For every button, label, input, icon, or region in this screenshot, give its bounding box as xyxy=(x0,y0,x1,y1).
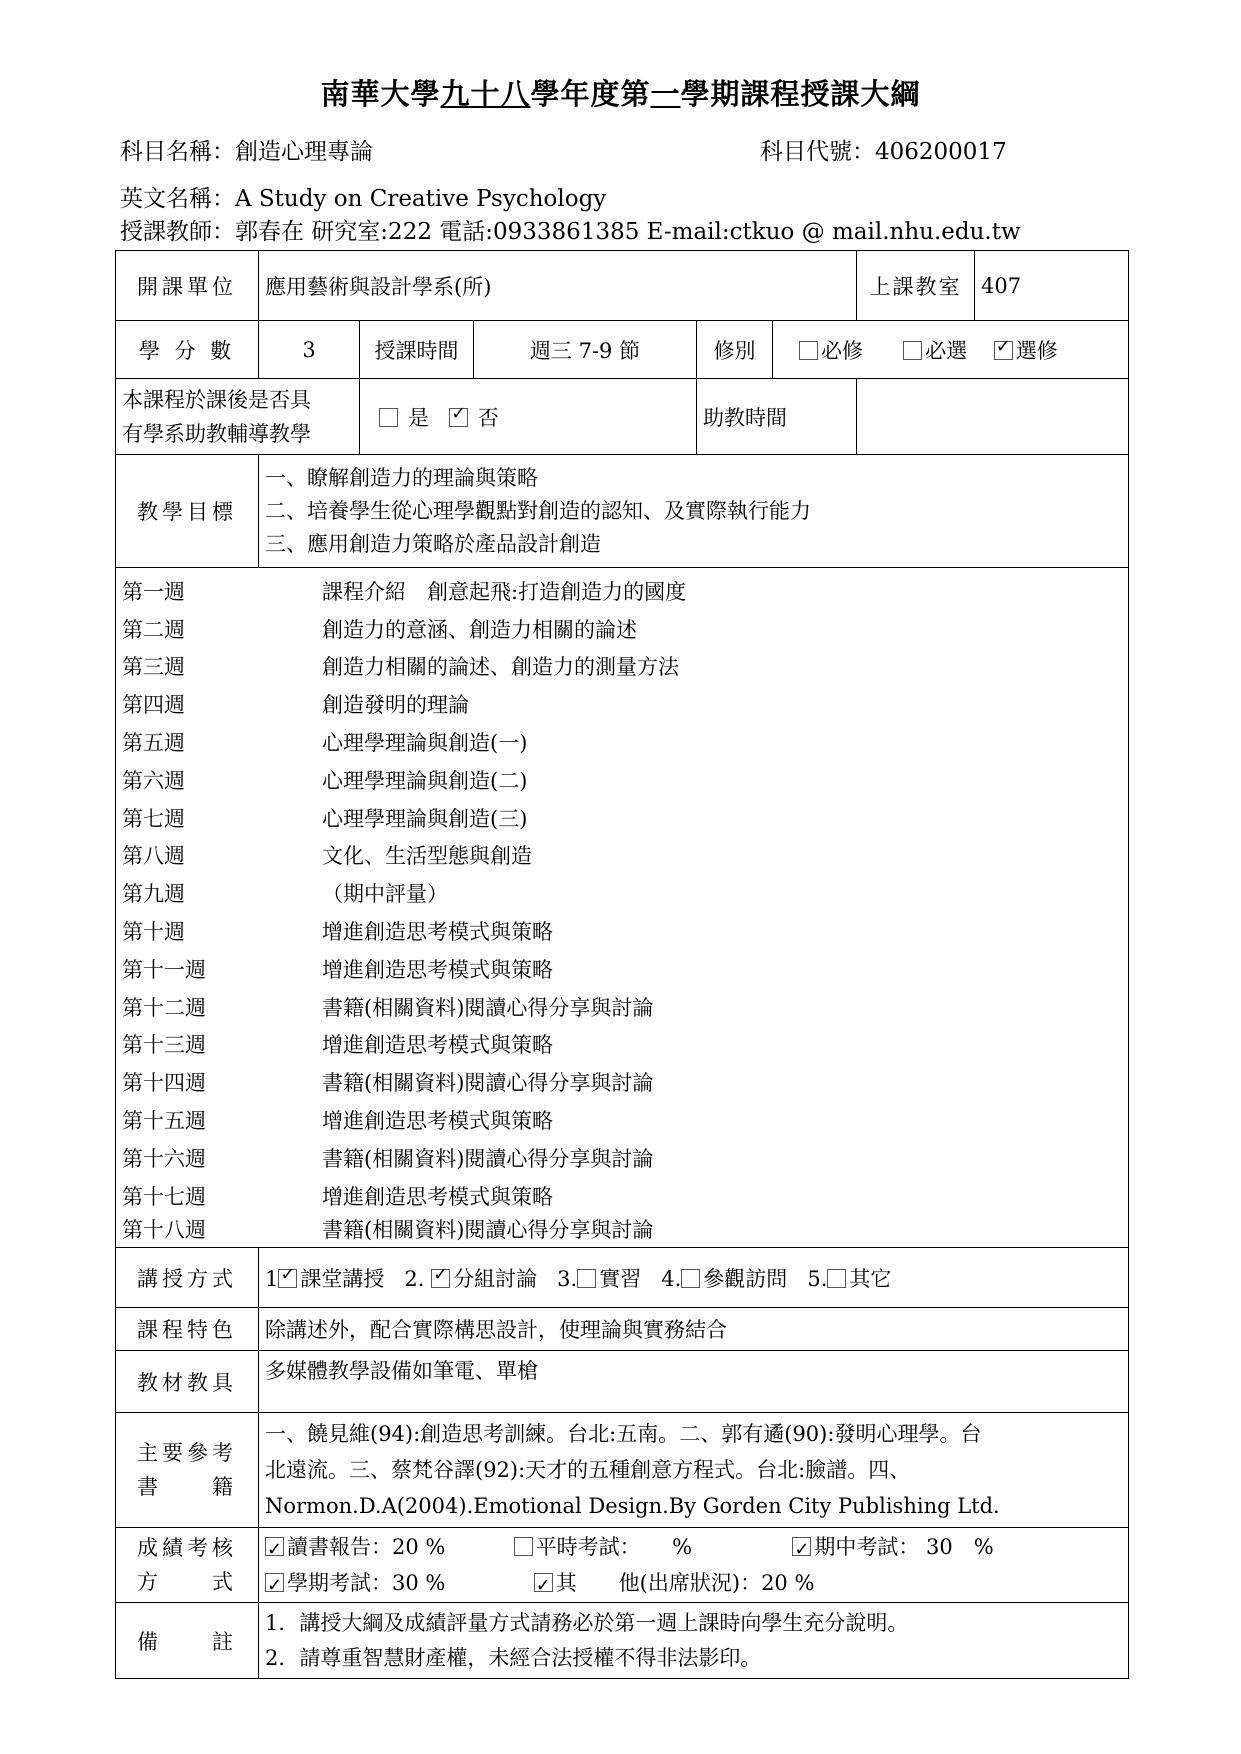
grading-e-checkbox[interactable] xyxy=(534,1573,553,1592)
weekly-schedule xyxy=(116,568,1129,1248)
time-value: 週三 7-9 節 xyxy=(474,321,697,379)
notes-label: 備 註 xyxy=(116,1603,259,1679)
list-item: 第三週 創造力相關的論述、創造力的測量方法 xyxy=(122,655,679,680)
page-title: 南華大學九十八學年度第一學期課程授課大綱 xyxy=(320,77,921,111)
course-code: 科目代號：406200017 xyxy=(760,139,1007,165)
grading-c-checkbox[interactable] xyxy=(792,1537,811,1556)
method1-checkbox[interactable] xyxy=(278,1269,297,1288)
note-line: 1．講授大綱及成績評量方式請務必於第一週上課時向學生充分說明。 xyxy=(265,1610,909,1635)
ta-yes-label: 是 xyxy=(408,405,430,430)
goals-label: 教學目標 xyxy=(116,455,259,568)
list-item: 第十四週 書籍(相關資料)閱讀心得分享與討論 xyxy=(122,1071,654,1096)
goal-item: 二、培養學生從心理學觀點對創造的認知、及實際執行能力 xyxy=(265,498,811,523)
ta-label xyxy=(116,379,360,455)
credits-label: 學 分 數 xyxy=(116,321,259,379)
required-label: 必修 xyxy=(821,338,864,363)
elective-label: 選修 xyxy=(1015,338,1058,363)
credits-value: 3 xyxy=(259,321,360,379)
method4-checkbox[interactable] xyxy=(681,1269,700,1288)
time-label: 授課時間 xyxy=(360,321,474,379)
list-item: 第一週 課程介紹 創意起飛:打造創造力的國度 xyxy=(122,579,687,604)
ref-line: 北遠流。三、蔡梵谷譯(92):天才的五種創意方程式。台北:臉譜。四、 xyxy=(265,1458,911,1482)
room-label: 上課教室 xyxy=(857,251,975,321)
list-item: 第五週 心理學理論與創造(一) xyxy=(122,731,528,756)
list-item: 第八週 文化、生活型態與創造 xyxy=(122,844,532,869)
dept-label: 開課單位 xyxy=(116,251,259,321)
materials-value: 多媒體教學設備如筆電、單槍 xyxy=(259,1351,1129,1413)
list-item: 第十週 增進創造思考模式與策略 xyxy=(122,920,553,945)
goals-content xyxy=(259,455,1129,568)
dept-value: 應用藝術與設計學系(所) xyxy=(259,251,857,321)
method5-checkbox[interactable] xyxy=(827,1269,846,1288)
ta-options xyxy=(360,379,697,455)
ta-yes-checkbox[interactable] xyxy=(379,408,398,427)
ta-no-checkbox[interactable] xyxy=(449,408,468,427)
list-item: 第十八週 書籍(相關資料)閱讀心得分享與討論 xyxy=(122,1217,654,1242)
grading-d-checkbox[interactable] xyxy=(265,1573,284,1592)
grading-b-checkbox[interactable] xyxy=(514,1537,533,1556)
goal-item: 三、應用創造力策略於產品設計創造 xyxy=(265,531,601,556)
type-options xyxy=(773,321,1129,379)
grading-label: 成績考核 方 式 xyxy=(116,1528,259,1603)
method3-checkbox[interactable] xyxy=(577,1269,596,1288)
grading-content: ✓讀書報告：20 % 平時考試： % ✓ 期中考試： 30 % ✓學期考試：30 % ✓ 其 他(出席狀況)：20 % xyxy=(259,1528,1129,1603)
list-item: 第二週 創造力的意涵、創造力相關的論述 xyxy=(122,617,637,642)
notes-content xyxy=(259,1603,1129,1679)
ta-no-label: 否 xyxy=(477,405,499,430)
ref-line: 一、饒見維(94):創造思考訓練。台北:五南。二、郭有遹(90):發明心理學。台 xyxy=(265,1422,982,1446)
list-item: 第十二週 書籍(相關資料)閱讀心得分享與討論 xyxy=(122,995,654,1020)
ta-time-label: 助教時間 xyxy=(697,379,857,455)
list-item: 第十一週 增進創造思考模式與策略 xyxy=(122,957,553,982)
list-item: 第六週 心理學理論與創造(二) xyxy=(122,768,528,793)
list-item: 第九週 （期中評量） xyxy=(122,882,448,907)
note-line: 2．請尊重智慧財產權，未經合法授權不得非法影印。 xyxy=(265,1645,762,1670)
method2-checkbox[interactable] xyxy=(431,1269,450,1288)
room-value: 407 xyxy=(975,251,1129,321)
list-item: 第十七週 增進創造思考模式與策略 xyxy=(122,1184,553,1209)
ref-line: Normon.D.A(2004).Emotional Design.By Gorden City Publishing Ltd. xyxy=(265,1494,1000,1518)
course-name: 科目名稱：創造心理專論 xyxy=(120,139,373,165)
refs-label: 主要參考 書 籍 xyxy=(116,1413,259,1528)
elective-checkbox[interactable] xyxy=(994,341,1013,360)
ta-time-value xyxy=(857,379,1129,455)
required-checkbox[interactable] xyxy=(799,341,818,360)
refs-content xyxy=(259,1413,1129,1528)
list-item: 第七週 心理學理論與創造(三) xyxy=(122,806,528,831)
methods-options: 1✓ 課堂講授 2. ✓ 分組討論 3. 實習 4. 參觀訪問 5. 其它 xyxy=(259,1248,1129,1308)
features-value: 除講述外，配合實際構思設計，使理論與實務結合 xyxy=(259,1308,1129,1351)
materials-label: 教材教具 xyxy=(116,1351,259,1413)
grading-a-checkbox[interactable] xyxy=(265,1537,284,1556)
features-label: 課程特色 xyxy=(116,1308,259,1351)
goal-item: 一、瞭解創造力的理論與策略 xyxy=(265,465,538,490)
list-item: 第十三週 增進創造思考模式與策略 xyxy=(122,1033,553,1058)
type-label: 修別 xyxy=(697,321,773,379)
methods-label: 講授方式 xyxy=(116,1248,259,1308)
list-item: 第十六週 書籍(相關資料)閱讀心得分享與討論 xyxy=(122,1146,654,1171)
english-name: 英文名稱：A Study on Creative Psychology xyxy=(120,186,607,212)
list-item: 第十五週 增進創造思考模式與策略 xyxy=(122,1109,553,1134)
elective-req-label: 必選 xyxy=(925,338,968,363)
ta-label-line2: 有學系助教輔導教學 xyxy=(122,421,311,446)
list-item: 第四週 創造發明的理論 xyxy=(122,693,469,718)
elective-req-checkbox[interactable] xyxy=(903,341,922,360)
ta-label-line1: 本課程於課後是否具 xyxy=(122,387,311,412)
teacher-info: 授課教師：郭春在 研究室:222 電話:0933861385 E-mail:ctkuo @ mail.nhu.edu.tw xyxy=(120,219,1021,245)
syllabus-table xyxy=(115,250,1129,1679)
